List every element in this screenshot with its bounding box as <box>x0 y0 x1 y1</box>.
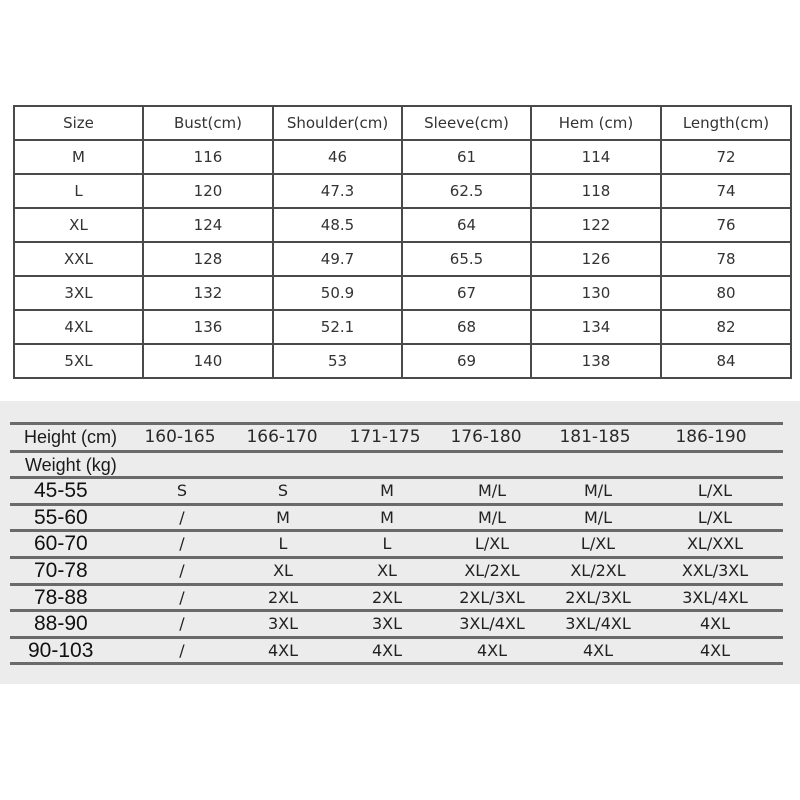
size-cell: XL/XXL <box>686 534 744 553</box>
table-row <box>14 174 791 208</box>
size-cell: 4XL <box>699 614 731 633</box>
size-cell: / <box>179 561 185 580</box>
table-row <box>14 208 791 242</box>
cell-size: 4XL <box>14 310 143 344</box>
cell-sleeve: 62.5 <box>402 174 531 208</box>
table-row <box>14 276 791 310</box>
size-cell: / <box>179 508 185 527</box>
cell-hem: 134 <box>531 310 661 344</box>
size-cell: L <box>278 534 288 553</box>
size-cell: 2XL <box>371 588 403 607</box>
size-row <box>0 558 800 584</box>
cell-length: 80 <box>661 276 791 310</box>
table-header-row <box>14 106 791 140</box>
size-cell: L <box>382 534 392 553</box>
cell-hem: 138 <box>531 344 661 378</box>
size-cell: S <box>176 481 188 500</box>
cell-shoulder: 49.7 <box>273 242 402 276</box>
table-row <box>14 344 791 378</box>
size-cell: 2XL <box>267 588 299 607</box>
cell-sleeve: 69 <box>402 344 531 378</box>
header-length: Length(cm) <box>661 106 791 140</box>
cell-bust: 116 <box>143 140 273 174</box>
size-cell: / <box>179 641 185 660</box>
size-cell: 3XL/4XL <box>565 614 631 633</box>
cell-sleeve: 67 <box>402 276 531 310</box>
cell-bust: 140 <box>143 344 273 378</box>
header-shoulder: Shoulder(cm) <box>273 106 402 140</box>
size-cell: M/L <box>583 508 613 527</box>
size-cell: 2XL/3XL <box>459 588 525 607</box>
size-cell: M <box>276 508 290 527</box>
size-cell: XL <box>273 561 293 580</box>
size-row <box>0 505 800 531</box>
cell-size: 5XL <box>14 344 143 378</box>
cell-length: 84 <box>661 344 791 378</box>
height-range: 176-180 <box>450 427 522 447</box>
table-row <box>14 310 791 344</box>
size-cell: M/L <box>477 508 507 527</box>
cell-size: XL <box>14 208 143 242</box>
weight-range: 55-60 <box>34 506 88 529</box>
size-cell: L/XL <box>580 534 616 553</box>
cell-bust: 128 <box>143 242 273 276</box>
size-cell: / <box>179 614 185 633</box>
cell-size: XXL <box>14 242 143 276</box>
header-size: Size <box>14 106 143 140</box>
size-cell: / <box>179 588 185 607</box>
height-range: 166-170 <box>246 427 318 447</box>
size-cell: 4XL <box>371 641 403 660</box>
cell-shoulder: 48.5 <box>273 208 402 242</box>
size-cell: XL/2XL <box>464 561 520 580</box>
height-label: Height (cm) <box>24 427 118 447</box>
cell-bust: 120 <box>143 174 273 208</box>
cell-shoulder: 47.3 <box>273 174 402 208</box>
cell-shoulder: 46 <box>273 140 402 174</box>
size-cell: XL <box>377 561 397 580</box>
cell-size: L <box>14 174 143 208</box>
cell-shoulder: 53 <box>273 344 402 378</box>
size-cell: 4XL <box>699 641 731 660</box>
size-cell: M/L <box>477 481 507 500</box>
cell-shoulder: 50.9 <box>273 276 402 310</box>
size-measurement-table <box>13 105 792 379</box>
size-cell: XXL/3XL <box>681 561 749 580</box>
height-range: 186-190 <box>675 427 747 447</box>
size-row <box>0 531 800 557</box>
cell-sleeve: 68 <box>402 310 531 344</box>
weight-range: 45-55 <box>34 479 88 502</box>
size-cell: M <box>380 481 394 500</box>
size-cell: M/L <box>583 481 613 500</box>
cell-bust: 136 <box>143 310 273 344</box>
size-cell: L/XL <box>697 481 733 500</box>
size-cell: 3XL/4XL <box>682 588 748 607</box>
size-cell: / <box>179 534 185 553</box>
size-cell: 3XL <box>267 614 299 633</box>
header-hem: Hem (cm) <box>531 106 661 140</box>
size-cell: 2XL/3XL <box>565 588 631 607</box>
cell-shoulder: 52.1 <box>273 310 402 344</box>
size-cell: M <box>380 508 394 527</box>
header-sleeve: Sleeve(cm) <box>402 106 531 140</box>
size-cell: XL/2XL <box>570 561 626 580</box>
height-header-row <box>0 424 800 450</box>
cell-sleeve: 61 <box>402 140 531 174</box>
size-row <box>0 585 800 611</box>
size-row <box>0 638 800 664</box>
cell-hem: 118 <box>531 174 661 208</box>
cell-size: 3XL <box>14 276 143 310</box>
cell-hem: 122 <box>531 208 661 242</box>
size-cell: 3XL <box>371 614 403 633</box>
header-bust: Bust(cm) <box>143 106 273 140</box>
weight-label: Weight (kg) <box>25 455 117 475</box>
weight-range: 70-78 <box>34 559 88 582</box>
weight-range: 78-88 <box>34 586 88 609</box>
cell-length: 82 <box>661 310 791 344</box>
size-cell: 4XL <box>582 641 614 660</box>
height-range: 171-175 <box>349 427 421 447</box>
table-row <box>14 140 791 174</box>
weight-header-row <box>0 452 800 478</box>
cell-hem: 114 <box>531 140 661 174</box>
size-row <box>0 611 800 637</box>
weight-range: 88-90 <box>34 612 88 635</box>
size-cell: L/XL <box>474 534 510 553</box>
cell-length: 78 <box>661 242 791 276</box>
table-row <box>14 242 791 276</box>
cell-bust: 132 <box>143 276 273 310</box>
cell-bust: 124 <box>143 208 273 242</box>
size-cell: S <box>277 481 289 500</box>
cell-length: 76 <box>661 208 791 242</box>
cell-hem: 130 <box>531 276 661 310</box>
cell-hem: 126 <box>531 242 661 276</box>
cell-sleeve: 64 <box>402 208 531 242</box>
size-row <box>0 478 800 504</box>
weight-range: 60-70 <box>34 532 88 555</box>
weight-range: 90-103 <box>28 639 94 662</box>
size-cell: 3XL/4XL <box>459 614 525 633</box>
cell-length: 74 <box>661 174 791 208</box>
size-cell: 4XL <box>267 641 299 660</box>
height-range: 181-185 <box>559 427 631 447</box>
cell-size: M <box>14 140 143 174</box>
size-cell: L/XL <box>697 508 733 527</box>
cell-length: 72 <box>661 140 791 174</box>
height-range: 160-165 <box>144 427 216 447</box>
size-cell: 4XL <box>476 641 508 660</box>
cell-sleeve: 65.5 <box>402 242 531 276</box>
size-recommendation-panel <box>0 401 800 684</box>
